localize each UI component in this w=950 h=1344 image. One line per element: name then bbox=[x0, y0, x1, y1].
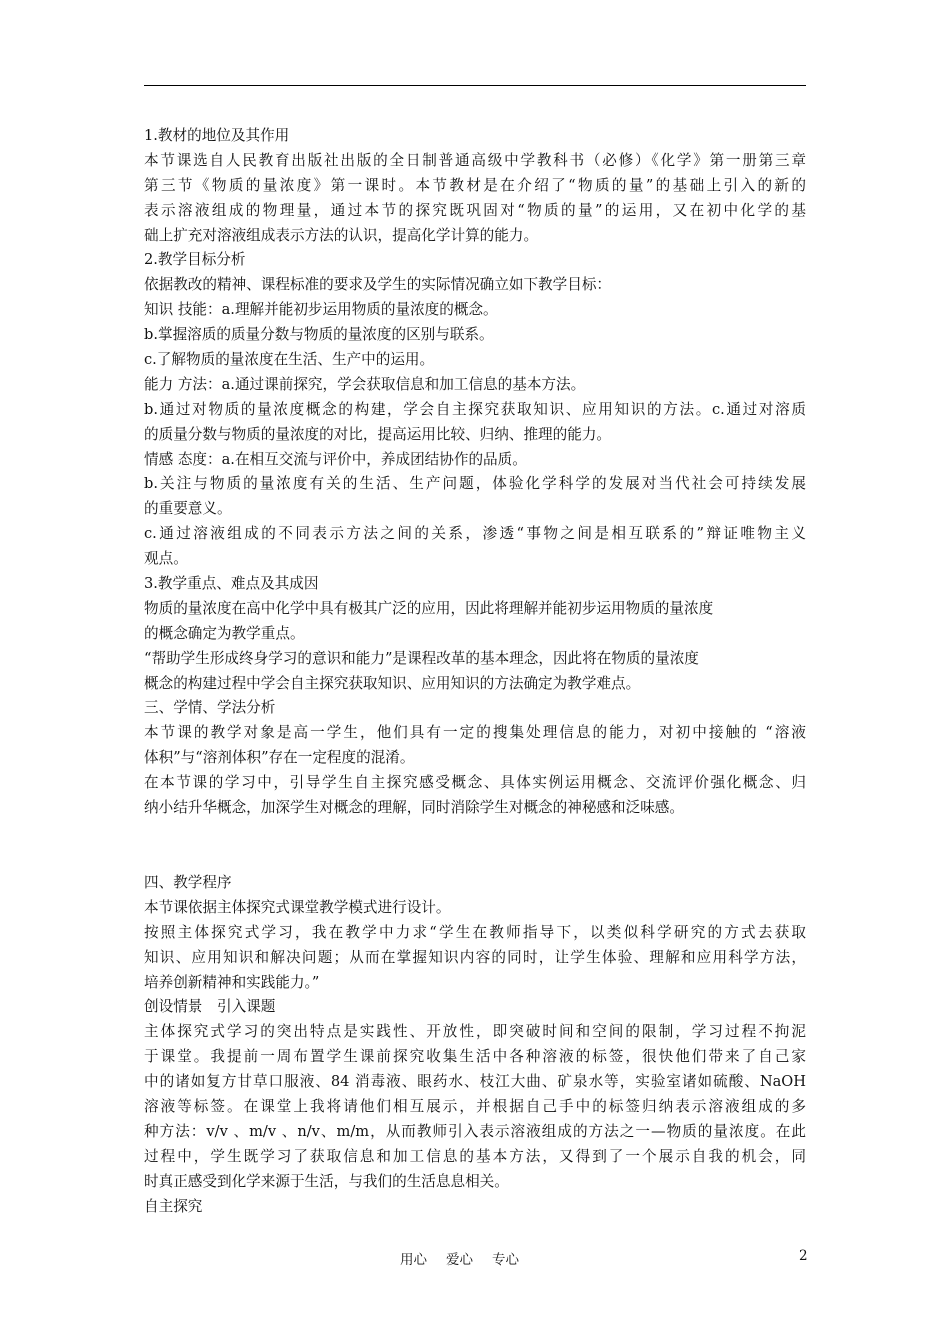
paragraph-line: c.通过溶液组成的不同表示方法之间的关系，渗透“事物之间是相互联系的”辩证唯物主义 bbox=[144, 525, 806, 543]
paragraph-line: 按照主体探究式学习，我在教学中力求“学生在教师指导下，以类似科学研究的方式去获取 bbox=[144, 923, 806, 941]
footer-motto-word: 用心 bbox=[400, 1252, 427, 1268]
paragraph-line: 纳小结升华概念，加深学生对概念的理解，同时消除学生对概念的神秘感和泛味感。 bbox=[144, 799, 684, 817]
section-heading: 1.教材的地位及其作用 bbox=[144, 127, 290, 144]
section-heading: 3.教学重点、难点及其成因 bbox=[144, 575, 319, 593]
subsection-heading: 自主探究 bbox=[144, 1197, 203, 1215]
paragraph-line: 知识 技能：a.理解并能初步运用物质的量浓度的概念。 bbox=[144, 301, 498, 319]
paragraph-line: 主体探究式学习的突出特点是实践性、开放性，即突破时间和空间的限制，学习过程不拘泥 bbox=[144, 1023, 806, 1041]
paragraph-line: 的质量分数与物质的量浓度的对比，提高运用比较、归纳、推理的能力。 bbox=[144, 425, 612, 443]
paragraph-line: 的概念确定为教学重点。 bbox=[144, 624, 305, 642]
footer-motto-word: 专心 bbox=[492, 1252, 519, 1268]
paragraph-line: b.通过对物质的量浓度概念的构建，学会自主探究获取知识、应用知识的方法。c.通过对溶质 bbox=[144, 400, 806, 418]
paragraph-line: 第三节《物质的量浓度》第一课时。本节教材是在介绍了“物质的量”的基础上引入的新的 bbox=[144, 176, 806, 194]
paragraph-line: 概念的构建过程中学会自主探究获取知识、应用知识的方法确定为教学难点。 bbox=[144, 674, 641, 692]
paragraph-line: 表示溶液组成的物理量，通过本节的探究既巩固对“物质的量”的运用，又在初中化学的基 bbox=[144, 201, 806, 219]
header-rule bbox=[144, 85, 806, 86]
paragraph-line: 培养创新精神和实践能力。” bbox=[144, 973, 320, 991]
paragraph-line: 在本节课的学习中，引导学生自主探究感受概念、具体实例运用概念、交流评价强化概念、归 bbox=[144, 774, 806, 792]
paragraph-line: 础上扩充对溶液组成表示方法的认识，提高化学计算的能力。 bbox=[144, 226, 539, 244]
paragraph-line: 体积”与“溶剂体积”存在一定程度的混淆。 bbox=[144, 749, 415, 767]
paragraph-line: 本节课的教学对象是高一学生，他们具有一定的搜集处理信息的能力，对初中接触的 “溶液 bbox=[144, 724, 806, 742]
subsection-heading: 创设情景 引入课题 bbox=[144, 998, 276, 1016]
section-heading: 四、教学程序 bbox=[144, 873, 232, 891]
paragraph-line: b.掌握溶质的质量分数与物质的量浓度的区别与联系。 bbox=[144, 326, 494, 344]
paragraph-line: 种方法：v/v 、m/v 、n/v、m/m，从而教师引入表示溶液组成的方法之一—物质的量浓度。在此 bbox=[144, 1122, 806, 1140]
paragraph-line: 知识、应用知识和解决问题；从而在掌握知识内容的同时，让学生体验、理解和应用科学方法， bbox=[144, 948, 806, 966]
paragraph-line: 物质的量浓度在高中化学中具有极其广泛的应用，因此将理解并能初步运用物质的量浓度 bbox=[144, 599, 714, 617]
paragraph-line: 溶液等标签。在课堂上我将请他们相互展示，并根据自己手中的标签归纳表示溶液组成的多 bbox=[144, 1097, 806, 1115]
paragraph-line: c.了解物质的量浓度在生活、生产中的运用。 bbox=[144, 351, 435, 369]
paragraph-line: 能力 方法：a.通过课前探究，学会获取信息和加工信息的基本方法。 bbox=[144, 375, 586, 393]
paragraph-line: 中的诸如复方甘草口服液、84 消毒液、眼药水、枝江大曲、矿泉水等，实验室诸如硫酸、NaOH bbox=[144, 1073, 806, 1091]
paragraph-line: 本节课选自人民教育出版社出版的全日制普通高级中学教科书（必修）《化学》第一册第三章 bbox=[144, 151, 806, 169]
section-heading: 2.教学目标分析 bbox=[144, 251, 246, 269]
paragraph-line: 情感 态度：a.在相互交流与评价中，养成团结协作的品质。 bbox=[144, 450, 527, 468]
section-heading: 三、学情、学法分析 bbox=[144, 699, 276, 717]
footer-motto-word: 爱心 bbox=[446, 1252, 473, 1268]
footer-motto bbox=[400, 1248, 538, 1268]
document-body bbox=[144, 124, 816, 1219]
paragraph-line: 时真正感受到化学来源于生活，与我们的生活息息相关。 bbox=[144, 1172, 509, 1190]
paragraph-line: 观点。 bbox=[144, 550, 188, 568]
paragraph-line: 本节课依据主体探究式课堂教学模式进行设计。 bbox=[144, 898, 451, 916]
section-gap bbox=[144, 821, 816, 871]
paragraph-line: 于课堂。我提前一周布置学生课前探究收集生活中各种溶液的标签，很快他们带来了自己家 bbox=[144, 1048, 806, 1066]
paragraph-line: 依据教改的精神、课程标准的要求及学生的实际情况确立如下教学目标： bbox=[144, 276, 612, 294]
paragraph-line: b.关注与物质的量浓度有关的生活、生产问题，体验化学科学的发展对当代社会可持续发展 bbox=[144, 475, 806, 493]
paragraph-line: “帮助学生形成终身学习的意识和能力”是课程改革的基本理念，因此将在物质的量浓度 bbox=[144, 649, 699, 667]
paragraph-line: 的重要意义。 bbox=[144, 500, 232, 518]
page-number: 2 bbox=[799, 1248, 808, 1264]
paragraph-line: 过程中，学生既学习了获取信息和加工信息的基本方法，又得到了一个展示自我的机会，同 bbox=[144, 1147, 806, 1165]
